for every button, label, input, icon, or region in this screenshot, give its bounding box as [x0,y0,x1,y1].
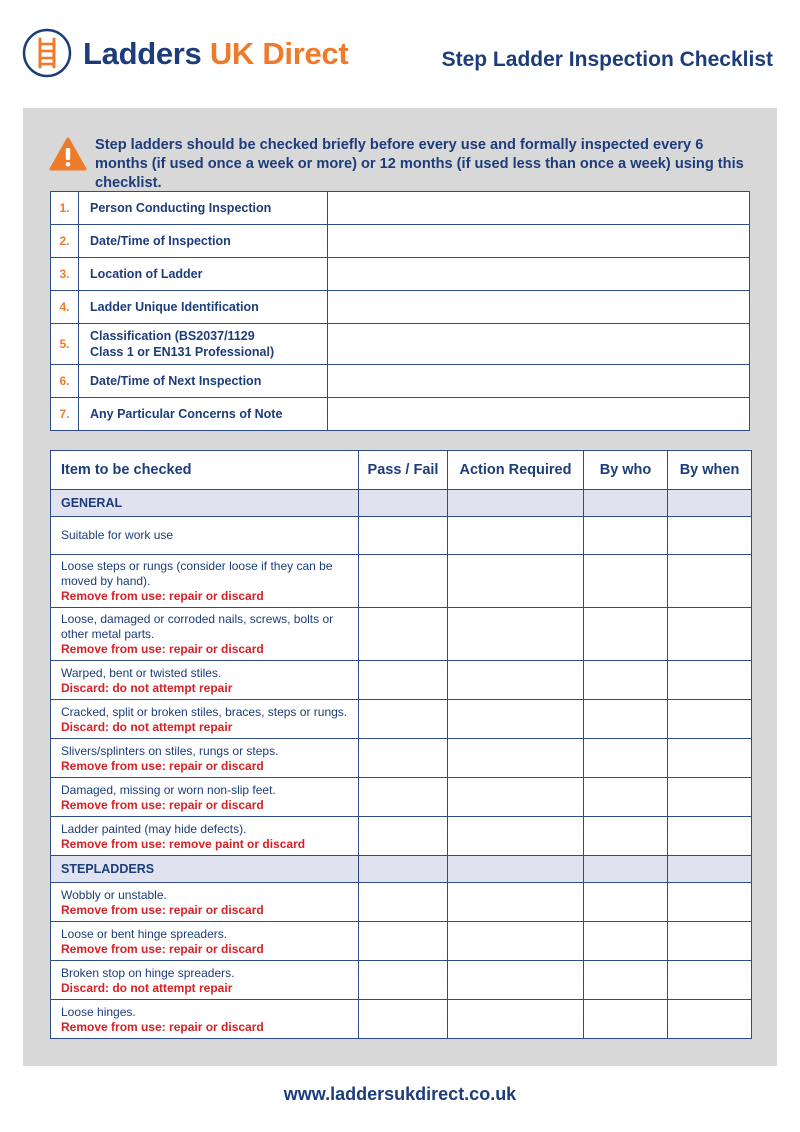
check-item [51,517,359,555]
detail-label-line: Classification (BS2037/1129 [90,329,255,343]
check-item-action-note: Remove from use: repair or discard [61,797,264,812]
detail-number: 7. [51,398,79,431]
action-required-cell[interactable] [448,1000,584,1039]
action-required-cell[interactable] [448,700,584,739]
by-when-cell[interactable] [668,961,752,1000]
check-item-action-note: Remove from use: repair or discard [61,941,264,956]
section-cell [448,856,584,883]
detail-number: 1. [51,192,79,225]
check-item-text: Damaged, missing or worn non-slip feet. [61,782,276,797]
detail-number: 6. [51,365,79,398]
detail-row [51,365,750,398]
by-when-cell[interactable] [668,555,752,608]
detail-number: 5. [51,324,79,365]
pass-fail-cell[interactable] [359,555,448,608]
action-required-cell[interactable] [448,739,584,778]
page-header [0,0,800,108]
check-item-action-note: Discard: do not attempt repair [61,680,233,695]
inspection-datetime-field[interactable] [328,225,750,258]
check-item-action-note: Remove from use: repair or discard [61,589,264,603]
by-who-cell[interactable] [584,922,668,961]
checklist-row [51,608,752,661]
by-when-cell[interactable] [668,922,752,961]
detail-row [51,291,750,324]
action-required-cell[interactable] [448,922,584,961]
by-when-cell[interactable] [668,1000,752,1039]
checklist-header-row [51,451,752,490]
check-item [51,739,359,778]
section-cell [359,490,448,517]
check-item-text: Broken stop on hinge spreaders. [61,965,235,980]
action-required-cell[interactable] [448,661,584,700]
detail-number: 2. [51,225,79,258]
detail-number: 4. [51,291,79,324]
checklist-row [51,817,752,856]
check-item [51,883,359,922]
checklist-row [51,700,752,739]
by-when-cell[interactable] [668,739,752,778]
ladder-id-field[interactable] [328,291,750,324]
pass-fail-cell[interactable] [359,778,448,817]
inspection-checklist-table [50,450,752,1039]
detail-label: Ladder Unique Identification [79,291,328,324]
check-item [51,778,359,817]
by-when-cell[interactable] [668,661,752,700]
checklist-row [51,922,752,961]
concerns-field[interactable] [328,398,750,431]
action-required-cell[interactable] [448,555,584,608]
detail-number: 3. [51,258,79,291]
detail-label: Date/Time of Next Inspection [79,365,328,398]
brand-name-part1: Ladders [83,36,202,71]
detail-label: Person Conducting Inspection [79,192,328,225]
section-cell [448,490,584,517]
website-url[interactable]: www.laddersukdirect.co.uk [283,1084,517,1104]
inspection-details-table [50,191,750,431]
check-item [51,1000,359,1039]
check-item-text: Cracked, split or broken stiles, braces, steps or rungs. [61,704,348,719]
by-who-cell[interactable] [584,1000,668,1039]
column-header: Action Required [448,451,584,490]
by-who-cell[interactable] [584,883,668,922]
check-item [51,555,359,608]
checklist-row [51,555,752,608]
checklist-row [51,517,752,555]
detail-label [79,324,328,365]
action-required-cell[interactable] [448,778,584,817]
check-item-text: Loose hinges. [61,1004,136,1019]
check-item-action-note: Remove from use: repair or discard [61,758,264,773]
check-item-text: Loose, damaged or corroded nails, screws, bolts or other metal parts. [61,612,334,641]
section-cell [668,490,752,517]
action-required-cell[interactable] [448,817,584,856]
check-item-text: Loose steps or rungs (consider loose if they can be moved by hand). [61,559,333,588]
check-item-text: Suitable for work use [61,528,174,542]
by-who-cell[interactable] [584,700,668,739]
detail-row [51,192,750,225]
detail-row [51,225,750,258]
detail-label: Date/Time of Inspection [79,225,328,258]
action-required-cell[interactable] [448,517,584,555]
by-who-cell[interactable] [584,608,668,661]
section-title: STEPLADDERS [51,856,359,883]
checklist-row [51,1000,752,1039]
ladder-logo-icon [22,28,72,78]
check-item-text: Warped, bent or twisted stiles. [61,665,222,680]
column-header: Item to be checked [51,451,359,490]
by-who-cell[interactable] [584,778,668,817]
brand-name-part2: UK Direct [209,36,349,71]
pass-fail-cell[interactable] [359,922,448,961]
pass-fail-cell[interactable] [359,883,448,922]
action-required-cell[interactable] [448,883,584,922]
by-when-cell[interactable] [668,700,752,739]
by-when-cell[interactable] [668,817,752,856]
checklist-row [51,661,752,700]
check-item-action-note: Remove from use: repair or discard [61,642,264,656]
detail-row [51,324,750,365]
pass-fail-cell[interactable] [359,700,448,739]
document-title: Step Ladder Inspection Checklist [441,48,773,71]
detail-row [51,258,750,291]
by-who-cell[interactable] [584,961,668,1000]
by-who-cell[interactable] [584,661,668,700]
column-header: By who [584,451,668,490]
action-required-cell[interactable] [448,608,584,661]
check-item [51,961,359,1000]
warning-triangle-icon [49,137,87,171]
by-when-cell[interactable] [668,608,752,661]
check-item [51,922,359,961]
pass-fail-cell[interactable] [359,517,448,555]
detail-label: Any Particular Concerns of Note [79,398,328,431]
pass-fail-cell[interactable] [359,1000,448,1039]
section-row [51,856,752,883]
check-item-action-note: Remove from use: repair or discard [61,1019,264,1034]
ladder-location-field[interactable] [328,258,750,291]
column-header: Pass / Fail [359,451,448,490]
check-item-text: Ladder painted (may hide defects). [61,821,247,836]
pass-fail-cell[interactable] [359,817,448,856]
check-item-action-note: Remove from use: repair or discard [61,902,264,917]
section-row [51,490,752,517]
by-when-cell[interactable] [668,883,752,922]
section-cell [584,856,668,883]
section-cell [359,856,448,883]
checklist-row [51,778,752,817]
pass-fail-cell[interactable] [359,961,448,1000]
check-item [51,661,359,700]
check-item-action-note: Discard: do not attempt repair [61,719,233,734]
detail-row [51,398,750,431]
check-item-action-note: Remove from use: remove paint or discard [61,836,306,851]
pass-fail-cell[interactable] [359,739,448,778]
checklist-row [51,961,752,1000]
detail-label: Location of Ladder [79,258,328,291]
inspection-notice: Step ladders should be checked briefly before every use and formally inspected every 6 months (if used once a week or more) or 12 months (if used less than once a week) using this checklist. [95,137,744,191]
check-item [51,700,359,739]
by-who-cell[interactable] [584,739,668,778]
check-item-action-note: Discard: do not attempt repair [61,980,233,995]
by-who-cell[interactable] [584,555,668,608]
check-item-text: Slivers/splinters on stiles, rungs or steps. [61,743,279,758]
classification-field[interactable] [328,324,750,365]
check-item [51,608,359,661]
action-required-cell[interactable] [448,961,584,1000]
by-when-cell[interactable] [668,778,752,817]
check-item-text: Loose or bent hinge spreaders. [61,926,228,941]
section-cell [668,856,752,883]
detail-label-line: Class 1 or EN131 Professional) [90,345,275,359]
next-inspection-field[interactable] [328,365,750,398]
checklist-row [51,739,752,778]
checklist-row [51,883,752,922]
section-cell [584,490,668,517]
check-item [51,817,359,856]
pass-fail-cell[interactable] [359,661,448,700]
section-title: GENERAL [51,490,359,517]
check-item-text: Wobbly or unstable. [61,887,167,902]
pass-fail-cell[interactable] [359,608,448,661]
by-who-cell[interactable] [584,517,668,555]
by-when-cell[interactable] [668,517,752,555]
column-header: By when [668,451,752,490]
person-conducting-inspection-field[interactable] [328,192,750,225]
brand-name [83,36,348,72]
by-who-cell[interactable] [584,817,668,856]
